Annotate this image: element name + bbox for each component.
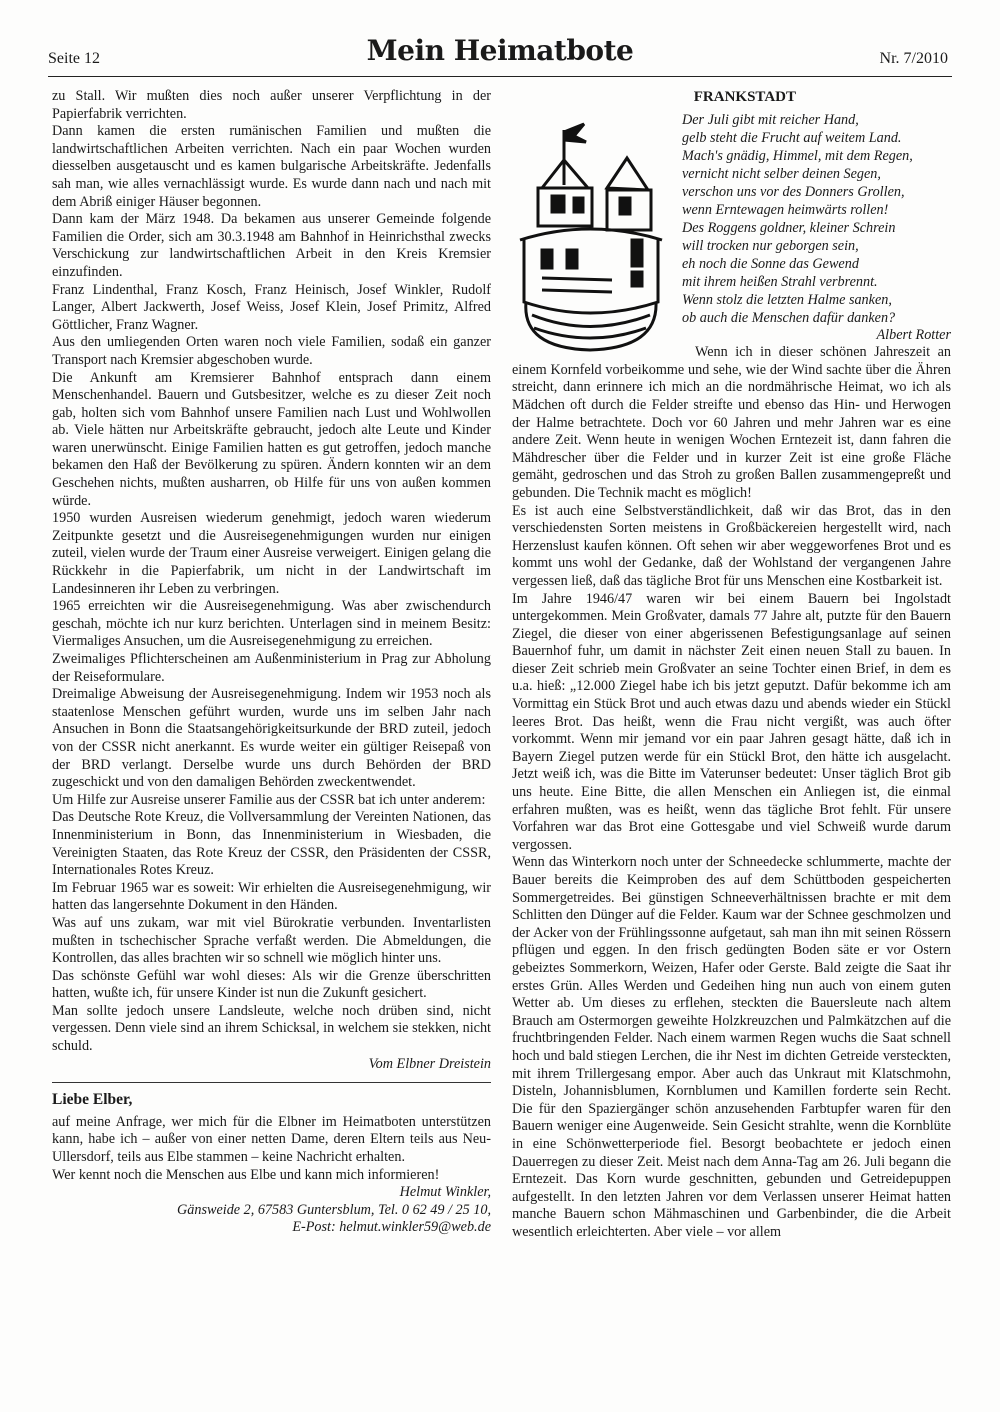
article-paragraph: Wenn ich in dieser schönen Jahreszeit an einem Kornfeld vorbeikomme und sehe, wie der Wind sachte über die Ähren streicht, dann erinnere ich mich an die nordmährische Heimat, wo ich als Mädchen oft durch die Felder streifte und ebenso das Hin- und Herwogen der Halme betrachtete. Doch vor 60 Jahren und mehr Jahren war es eine andere Zeit. Wenn heute in wenigen Wochen Erntezeit ist, dann fahren die Mähdrescher über die Felder und in kurzer Zeit ist eine große Fläche gemäht, gedroschen und das Stroh zu großen Ballen zusammengepreßt und gebunden. Die Technik macht es möglich!	[512, 344, 951, 501]
article-paragraph: Aus den umliegenden Orten waren noch viele Familien, sodaß ein ganzer Transport nach Kremsier abgeschoben wurde.	[52, 334, 491, 368]
left-column	[52, 88, 491, 1237]
article-author: Vom Elbner Dreistein	[368, 1055, 491, 1072]
poem-line: Mach's gnädig, Himmel, mit dem Regen,	[682, 147, 913, 164]
letter-email: E-Post: helmut.winkler59@web.de	[292, 1219, 491, 1236]
article-paragraph: Die Ankunft am Kremsierer Bahnhof entsprach dann einem Menschenhandel. Bauern und Gutsbesitzer, welche es zu dieser Zeit noch gab, holten sich vom Bahnhof unsere Familien nach Lust und Wohlwollen ab. Viele hätten nur Arbeitskräfte gebraucht, jedoch alte Leute und Kinder waren unerwünscht. Einige Familien hatten es gut getroffen, jedoch manche bekamen den Haß der Bevölkerung zu spüren. Ändern konnten wir an dem Geschehen nichts, mußten ausharren, ob Hilfe für uns von außen kommen würde.	[52, 369, 491, 509]
article-paragraph: Dreimalige Abweisung der Ausreisegenehmigung. Indem wir 1953 noch als staatenlose Menschen geführt wurden, wurde uns im selben Jahr nach Ansuchen in Bonn die Staatsangehörigkeitsurkunde der BRD zuteil, jedoch von der CSSR nicht anerkannt. Es wurde weiter ein gültiger Reisepaß von der BRD verlangt. Derselbe wurde uns durch Behörden der BRD zugeschickt und von den damaligen Behörden zweckentwendet.	[52, 686, 491, 791]
poem-line: Der Juli gibt mit reicher Hand,	[682, 111, 859, 128]
poem-line: ob auch die Menschen dafür danken?	[682, 309, 896, 326]
article-paragraph: Es ist auch eine Selbstverständlichkeit, daß wir das Brot, das in den verschiedensten Sorten meistens in Großbäckereien hergestellt wird, nach Herzenslust kaufen können. Oft sehen wir aber weggeworfenes Brot und es kommt uns wohl der Gedanke, daß der Wohlstand der vergangenen Jahre vergessen ließ, daß das tägliche Brot für uns Menschen eine Kostbarkeit ist.	[512, 502, 951, 589]
article-paragraph: Franz Lindenthal, Franz Kosch, Franz Heinisch, Josef Winkler, Rudolf Langer, Albert Jackwerth, Josef Weiss, Josef Klein, Josef Primitz, Alfred Göttlicher, Franz Wagner.	[52, 281, 491, 333]
right-column	[512, 88, 951, 1241]
poem-author: Albert Rotter	[876, 326, 951, 343]
issue-number: Nr. 7/2010	[879, 50, 948, 67]
poem-line: gelb steht die Frucht auf weitem Land.	[682, 129, 902, 146]
letter-paragraph: auf meine Anfrage, wer mich für die Elbner im Heimatboten unterstützen kann, habe ich – außer von einer netten Dame, deren Eltern teils aus Neu-Ullersdorf, teils aus Elbe stammen – keine Nachricht erhalten.	[52, 1113, 491, 1166]
article-paragraph: Zweimaliges Pflichterscheinen am Außenministerium in Prag zur Abholung der Reiseformulare.	[52, 651, 491, 685]
poem-line: vernicht nicht selber deinen Segen,	[682, 165, 881, 182]
article-paragraph: Im Jahre 1946/47 waren wir bei einem Bauern bei Ingolstadt untergekommen. Mein Großvater, damals 77 Jahre alt, putzte für den Bauern Ziegel, die dieser von einer abgerissenen Befestigungsanlage auf seinen Bauernhof fuhr, um damit in nächster Zeit einen neuen Stall zu bauen. In dieser Zeit schrieb mein Großvater an seine Tochter einen Brief, in dem es u.a. hieß: „12.000 Ziegel habe ich bis jetzt geputzt. Dafür bekomme ich am Vormittag ein Stück Brot und auch etwas dazu und abends wieder ein Stückl leeres Brot. Das heißt, wenn die Frau nicht vergißt, was auch öfter vorkommt. Wenn mir jemand vor ein paar Jahren gesagt hätte, daß ich in Bayern Ziegel putzen werde für ein Stückl Brot, den hätte ich ausgelacht. Jetzt weiß ich, was die Bitte im Vaterunser bedeutet: Unser täglich Brot gib uns heute. Eine Bitte, die allen Menschen ein Anliegen ist, die einmal erfahren mußten, was es heißt, wenn das tägliche Brot fehlt. Für unsere Vorfahren war das Brot eine Gottesgabe und viel Schweiß wurde darum vergossen.	[512, 590, 951, 853]
poem-line: verschon uns vor des Donners Grollen,	[682, 183, 905, 200]
poem-line: Wenn stolz die letzten Halme sanken,	[682, 291, 892, 308]
article-paragraph: 1965 erreichten wir die Ausreisegenehmigung. Was aber zwischendurch geschah, möchte ich nur kurz berichten. Unterlagen sind in meinem Besitz: Viermaliges Ansuchen, um die Ausreisegenehmigung zu erreichen.	[52, 598, 491, 650]
article-paragraph: zu Stall. Wir mußten dies noch außer unserer Verpflichtung in der Papierfabrik verrichten.	[52, 88, 491, 122]
article-paragraph: Man sollte jedoch unsere Landsleute, welche noch drüben sind, nicht vergessen. Denn viele sind an ihrem Schicksal, in welchem sie stekken, nicht schuld.	[52, 1002, 491, 1055]
letter-paragraph: Wer kennt noch die Menschen aus Elbe und kann mich informieren!	[52, 1166, 440, 1183]
poem-line: Des Roggens goldner, kleiner Schrein	[682, 219, 896, 236]
article-title: FRANKSTADT	[693, 89, 796, 105]
letter-address: Gänsweide 2, 67583 Guntersblum, Tel. 0 62 49 / 25 10,	[177, 1201, 491, 1218]
article-paragraph: 1950 wurden Ausreisen wiederum genehmigt, jedoch waren wiederum Zeitpunkte gesetzt und die Ausreisegenehmigungen wurden nur einigen zuteil, vielen wurde der Traum einer Ausreise verweigert. Einigen gelang die Rückkehr in die Papierfabrik, um nicht in der Landwirtschaft im Landesinneren ihr Leben zu verbringen.	[52, 510, 491, 597]
masthead: Mein Heimatbote	[366, 34, 634, 67]
poem-line: will trocken nur geborgen sein,	[682, 237, 859, 254]
section-divider	[52, 1082, 491, 1083]
poem-line: eh noch die Sonne das Gewend	[682, 255, 859, 272]
page-number: Seite 12	[48, 50, 100, 67]
article-paragraph: Im Februar 1965 war es soweit: Wir erhielten die Ausreisegenehmigung, wir hatten das langersehnte Dokument in den Händen.	[52, 879, 491, 914]
article-paragraph: Wenn das Winterkorn noch unter der Schneedecke schlummerte, machte der Bauer bereits die Keimproben des auf dem Schüttboden gespeicherten Sommergetreides. Bei günstigen Schneeverhältnissen brachte er mit dem Schlitten den Dünger auf die Felder. Kaum war der Schnee geschmolzen und der Acker von der Frühlingssonne aufgetaut, sah man ihn mit seinen Rössern pflügen und eggen. In den frisch gedüngten Boden säte er vor Ostern gebeiztes Sommerkorn, Weizen, Hafer oder Gerste. Bald zeigte die Saat ihr erstes Grün. Alles Werden und Gedeihen hing nun auch von einem guten Wetter ab. Um dieses zu erflehen, steckten die Bauersleute nach altem Brauch am Ostermorgen geweihte Holzkreuzchen und Palmkätzchen auf die fruchtbringenden Felder. Nach einem warmen Regen wuchs die Saat schnell hoch und bald stiegen Lerchen, die ihr Nest im dichten Getreide versteckten, mit ihrem Trillergesang empor. Aber auch das Unkraut mit Klatschmohn, Disteln, Johannisblumen, Kornblumen und Kamillen forderte sein Recht. Die für den Spaziergänger schön anzusehenden Farbtupfer waren für den Bauern weniger eine Augenweide. Sein Gesicht strahlte, wenn die Kornblüte in eine Schönwetterperiode fiel. Besorgt beobachtete er jedoch einen Dauerregen zu dieser Zeit. Meist nach dem Anna-Tag am 26. Juli begann die Erntezeit. Das Korn wurde geschnitten, gebunden und Getreidepuppen aufgestellt. In den letzten Jahren vor dem Verlassen unserer Heimat hatten manche Bauern schon Mähmaschinen und Garbenbinder, die die Arbeit wesentlich erleichterten. Aber viele – vor allem	[512, 854, 951, 1240]
letter-heading: Liebe Elber,	[52, 1091, 133, 1109]
article-paragraph: Was auf uns zukam, war mit viel Bürokratie verbunden. Inventarlisten mußten in tschechischer Sprache verfaßt werden. Die Abmeldungen, die Kontrollen, das alles brachten wir so schnell wie möglich hinter uns.	[52, 914, 491, 967]
article-paragraph: Das schönste Gefühl war wohl dieses: Als wir die Grenze überschritten hatten, wußte ich, für unsere Kinder ist nun die Zukunft gesichert.	[52, 967, 491, 1002]
letter-signature: Helmut Winkler,	[399, 1184, 491, 1201]
header-rule	[48, 76, 952, 77]
article-paragraph: Dann kamen die ersten rumänischen Familien und mußten die landwirtschaftlichen Arbeiten verrichten. Nach ein paar Wochen wurden diesselben ausgetauscht und es kamen bulgarische Arbeitskräfte. Jedenfalls sah man, wie alles vernachlässigt wurde. Es wurde dann nach und nach mit dem Abriß einiger Häuser begonnen.	[52, 123, 491, 210]
poem	[682, 111, 951, 327]
poem-line: wenn Erntewagen heimwärts rollen!	[682, 201, 889, 218]
article-paragraph: Dann kam der März 1948. Da bekamen aus unserer Gemeinde folgende Familien die Order, sich am 30.3.1948 am Bahnhof in Heinrichsthal zwecks Verschickung zur landwirtschaftlichen Arbeit in den Kreis Kremsier einzufinden.	[52, 211, 491, 280]
article-paragraph: Das Deutsche Rote Kreuz, die Vollversammlung der Vereinten Nationen, das Innenministerium in Bonn, das Innenministerium in Wiesbaden, die Vereinigten Staaten, das Rote Kreuz der CSSR, den Präsidenten der CSSR, Internationales Rotes Kreuz.	[52, 809, 491, 879]
poem-line: mit ihrem heißen Strahl verbrennt.	[682, 273, 878, 290]
article-body	[512, 344, 951, 1241]
coat-of-arms-icon	[512, 90, 667, 352]
article-paragraph: Um Hilfe zur Ausreise unserer Familie aus der CSSR bat ich unter anderem:	[52, 791, 486, 808]
